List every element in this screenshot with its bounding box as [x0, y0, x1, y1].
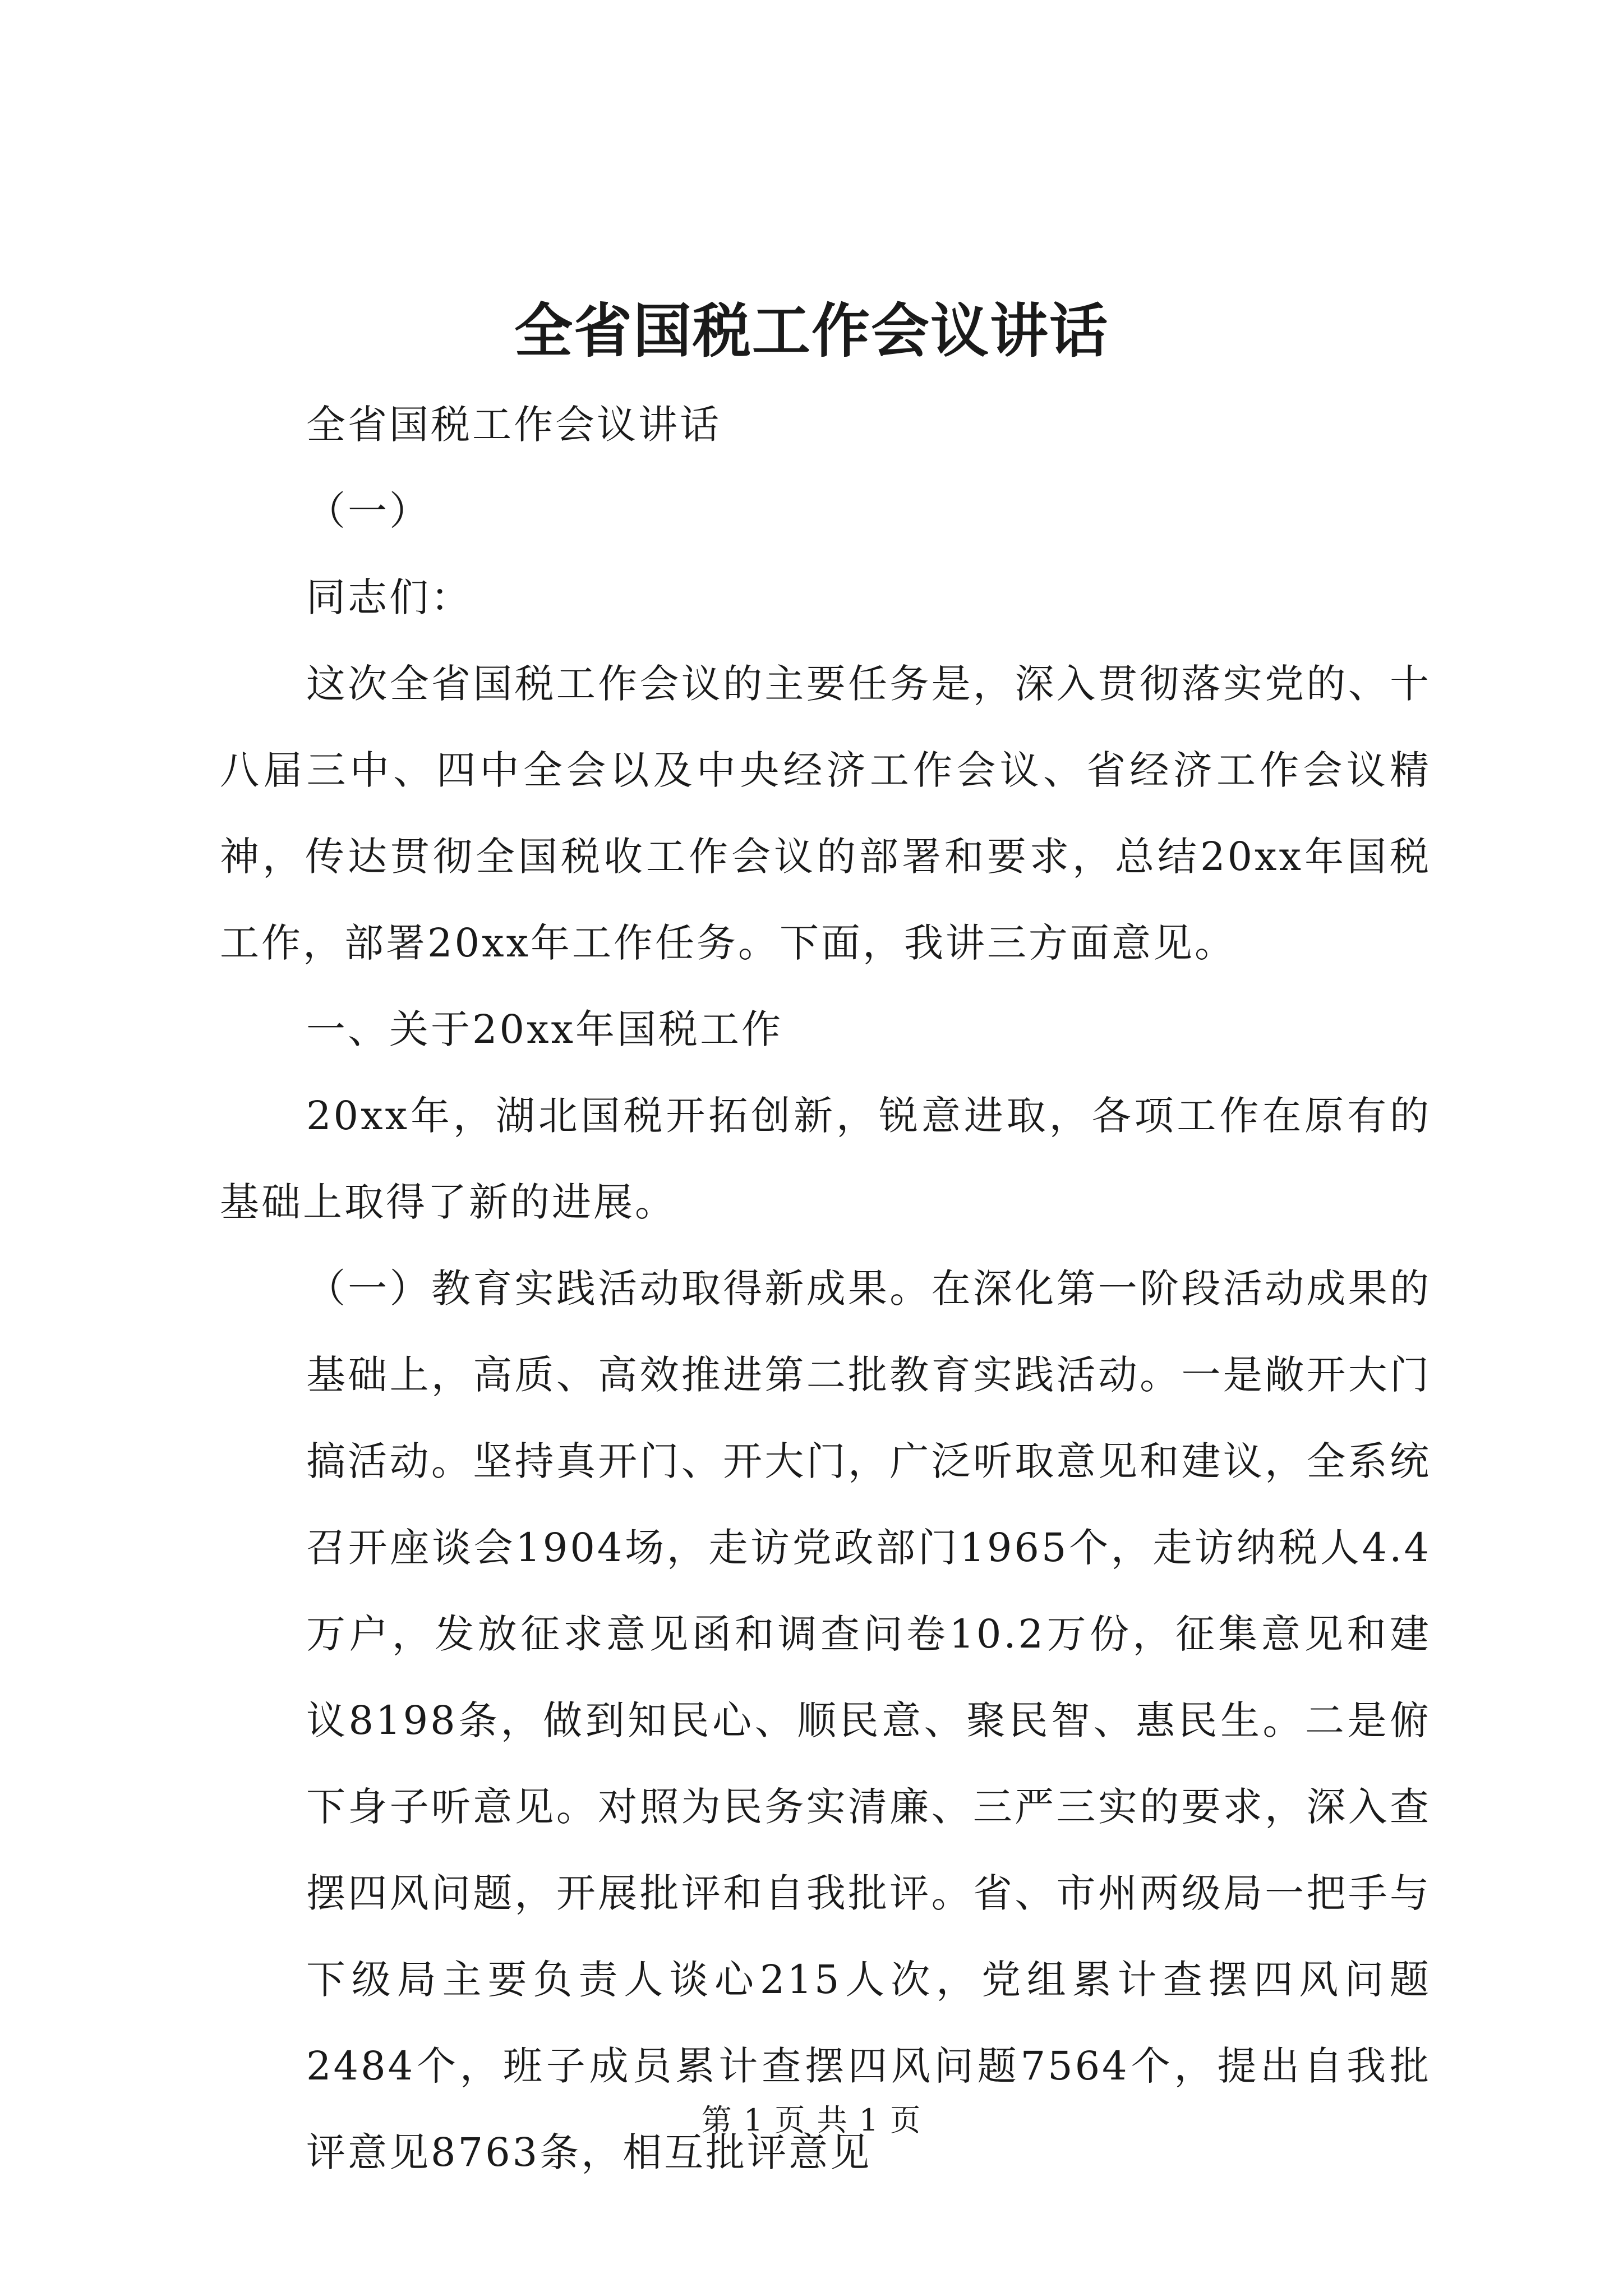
salutation: 同志们：	[306, 574, 472, 620]
part-marker: （一）	[306, 488, 431, 534]
paragraph-intro: 这次全省国税工作会议的主要任务是，深入贯彻落实党的、十八届三中、四中全会以及中央经济工作会议、省经济工作会议精神，传达贯彻全国税收工作会议的部署和要求，总结20xx年国税工作，部署20xx年工作任务。下面，我讲三方面意见。	[220, 661, 1431, 966]
document-subtitle: 全省国税工作会议讲话	[306, 402, 721, 448]
section-heading: 一、关于20xx年国税工作	[306, 1006, 783, 1052]
paragraph-item-one: （一）教育实践活动取得新成果。在深化第一阶段活动成果的基础上，高质、高效推进第二批教育实践活动。一是敞开大门搞活动。坚持真开门、开大门，广泛听取意见和建议，全系统召开座谈会1904场，走访党政部门1965个，走访纳税人4.4万户，发放征求意见函和调查问卷10.2万份，征集意见和建议8198条，做到知民心、顺民意、聚民智、惠民生。二是俯下身子听意见。对照为民务实清廉、三严三实的要求，深入查摆四风问题，开展批评和自我批评。省、市州两级局一把手与下级局主要负责人谈心215人次，党组累计查摆四风问题2484个，班子成员累计查摆四风问题7564个，提出自我批评意见8763条，相互批评意见	[306, 1266, 1431, 2175]
paragraph-summary: 20xx年，湖北国税开拓创新，锐意进取，各项工作在原有的基础上取得了新的进展。	[220, 1093, 1431, 1225]
document-title: 全省国税工作会议讲话	[514, 296, 1109, 365]
document-body	[220, 381, 1431, 2196]
page-footer: 第 1 页 共 1 页	[701, 2102, 922, 2138]
